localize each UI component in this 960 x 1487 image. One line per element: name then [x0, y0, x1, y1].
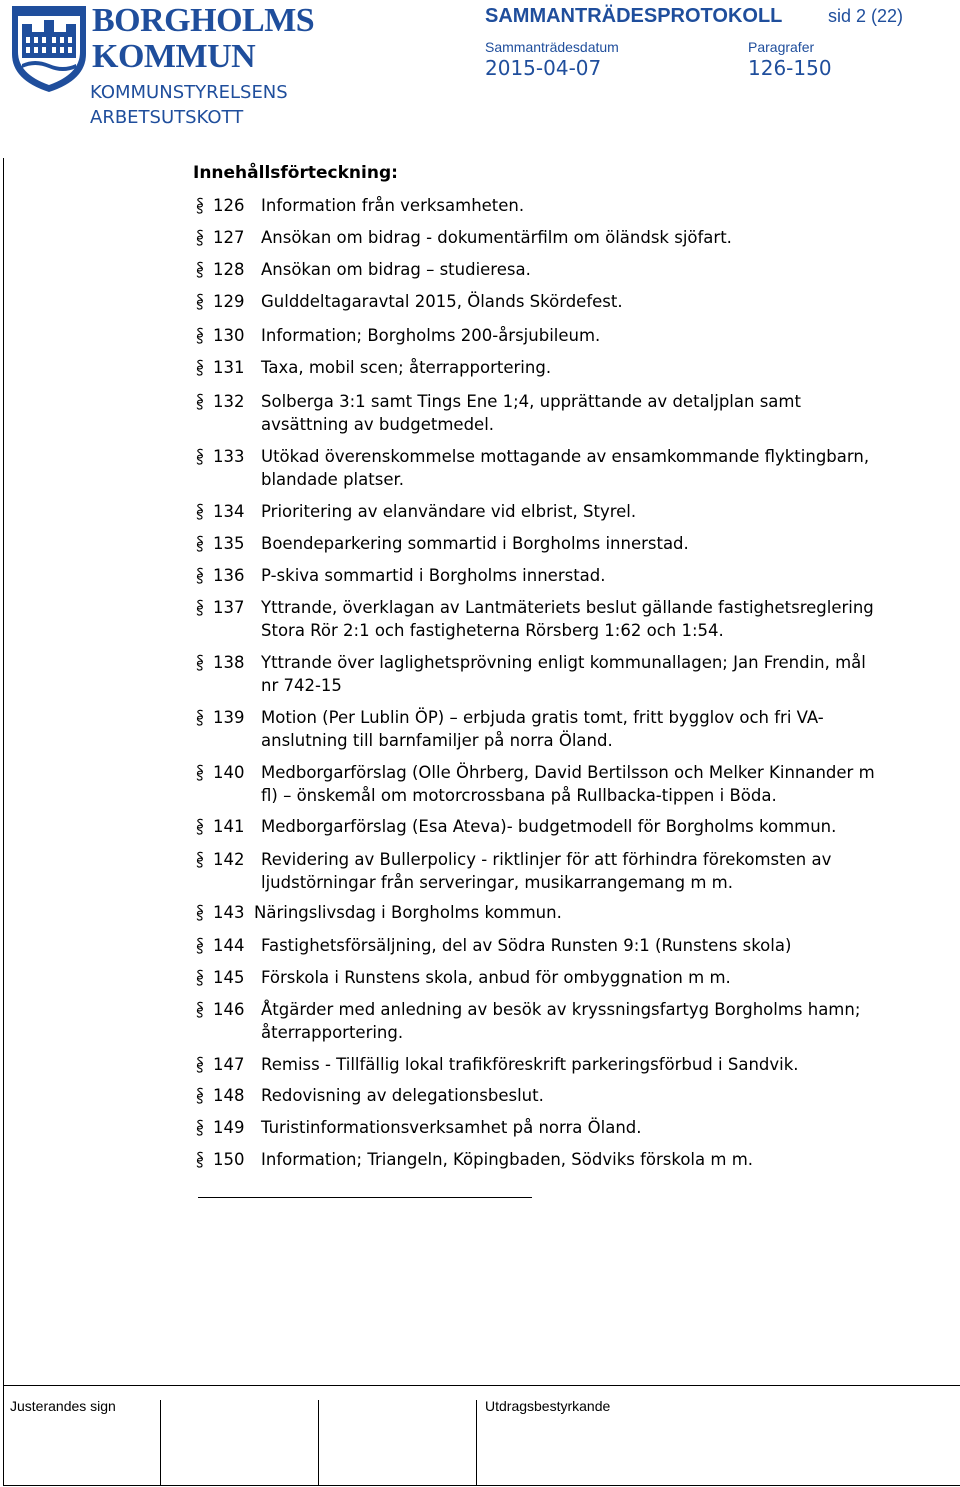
section-sign-icon — [195, 937, 205, 954]
section-sign-icon — [195, 1056, 205, 1073]
meeting-date-value: 2015-04-07 — [485, 56, 602, 80]
toc-item-number: 147 — [213, 1055, 245, 1074]
section-sign-icon — [195, 1151, 205, 1168]
toc-item-text: Gulddeltagaravtal 2015, Ölands Skördefest. — [261, 292, 623, 311]
municipality-crest-logo — [8, 2, 90, 94]
footer-frame-left — [3, 1385, 4, 1486]
toc-item-text: Motion (Per Lublin ÖP) – erbjuda gratis tomt, fritt bygglov och fri VA- anslutning till barnfamiljer på norra Öland. — [261, 708, 824, 750]
toc-item-text: Information; Borgholms 200-årsjubileum. — [261, 326, 601, 345]
section-sign-icon — [195, 261, 205, 278]
section-sign-icon — [195, 1119, 205, 1136]
toc-item-number: 142 — [213, 850, 245, 869]
meeting-date-label: Sammanträdesdatum — [485, 39, 619, 55]
section-sign-icon — [195, 709, 205, 726]
toc-item-number: 135 — [213, 534, 245, 553]
section-sign-icon — [195, 393, 205, 410]
section-sign-icon — [195, 1001, 205, 1018]
section-sign-icon — [195, 654, 205, 671]
section-sign-icon — [195, 599, 205, 616]
toc-item-number: 140 — [213, 763, 245, 782]
toc-item-text: Åtgärder med anledning av besök av kryssningsfartyg Borgholms hamn; återrapportering. — [261, 1000, 861, 1042]
toc-item-text: Information; Triangeln, Köpingbaden, Södviks förskola m m. — [261, 1150, 754, 1169]
toc-item-text: Medborgarförslag (Olle Öhrberg, David Bertilsson och Melker Kinnander m fl) – önskemål om motorcrossbana på Rullbacka-tippen i Böda. — [261, 763, 875, 805]
toc-item-text: Prioritering av elanvändare vid elbrist, Styrel. — [261, 502, 637, 521]
content-frame-left — [3, 158, 4, 1386]
toc-item-text: Medborgarförslag (Esa Ateva)- budgetmodell för Borgholms kommun. — [261, 817, 837, 836]
end-rule — [198, 1197, 532, 1198]
toc-item-text: Turistinformationsverksamhet på norra Öland. — [261, 1118, 642, 1137]
paragraphs-value: 126-150 — [748, 56, 832, 80]
toc-item-text: Utökad överenskommelse mottagande av ensamkommande flyktingbarn, blandade platser. — [261, 447, 870, 489]
section-sign-icon — [195, 567, 205, 584]
toc-item-text: P-skiva sommartid i Borgholms innerstad. — [261, 566, 606, 585]
section-sign-icon — [195, 197, 205, 214]
toc-item-text: Yttrande, överklagan av Lantmäteriets beslut gällande fastighetsreglering Stora Rör 2:1 och fastigheterna Rörsberg 1:62 och 1:54. — [261, 598, 874, 640]
page-number: sid 2 (22) — [828, 6, 904, 26]
toc-item-text: Fastighetsförsäljning, del av Södra Runsten 9:1 (Runstens skola) — [261, 936, 792, 955]
section-sign-icon — [195, 229, 205, 246]
section-sign-icon — [195, 904, 205, 921]
toc-item-text: Ansökan om bidrag - dokumentärfilm om öländsk sjöfart. — [261, 228, 732, 247]
footer-frame-bottom — [3, 1485, 960, 1486]
toc-item-number: 134 — [213, 502, 245, 521]
toc-item-number: 130 — [213, 326, 245, 345]
section-sign-icon — [195, 293, 205, 310]
toc-item-text: Information från verksamheten. — [261, 196, 525, 215]
toc-item-text: Revidering av Bullerpolicy - riktlinjer för att förhindra förekomsten av ljudstörningar från serveringar, musikarrangemang m m. — [261, 850, 832, 892]
toc-item-number: 150 — [213, 1150, 245, 1169]
document-title: SAMMANTRÄDESPROTOKOLL — [485, 5, 783, 27]
toc-item-text: Förskola i Runstens skola, anbud för ombyggnation m m. — [261, 968, 731, 987]
paragraphs-label: Paragrafer — [748, 39, 815, 55]
section-sign-icon — [195, 503, 205, 520]
toc-item-number: 126 — [213, 196, 245, 215]
toc-item-text: Remiss - Tillfällig lokal trafikföreskrift parkeringsförbud i Sandvik. — [261, 1055, 799, 1074]
toc-item-number: 146 — [213, 1000, 245, 1019]
toc-item-number: 149 — [213, 1118, 245, 1137]
toc-item-text: Ansökan om bidrag – studieresa. — [261, 260, 531, 279]
section-sign-icon — [195, 359, 205, 376]
signature-box-3 — [476, 1400, 477, 1486]
org-line-1: KOMMUNSTYRELSENS — [90, 82, 288, 103]
section-sign-icon — [195, 969, 205, 986]
toc-item-text: Taxa, mobil scen; återrapportering. — [261, 358, 552, 377]
toc-item-number: 138 — [213, 653, 245, 672]
toc-item-number: 127 — [213, 228, 245, 247]
extract-certified-label: Utdragsbestyrkande — [485, 1398, 611, 1414]
toc-item-number: 131 — [213, 358, 245, 377]
organization-name — [90, 80, 288, 130]
brand-line-1: BORGHOLMS — [92, 2, 315, 39]
toc-heading: Innehållsförteckning: — [193, 163, 398, 183]
section-sign-icon — [195, 818, 205, 835]
toc-item-number: 143 — [213, 903, 245, 922]
toc-item-number: 128 — [213, 260, 245, 279]
toc-item-text: Solberga 3:1 samt Tings Ene 1;4, upprättande av detaljplan samt avsättning av budgetmedel. — [261, 392, 801, 434]
toc-item-text: Yttrande över laglighetsprövning enligt kommunallagen; Jan Frendin, mål nr 742-15 — [261, 653, 866, 695]
toc-item-number: 137 — [213, 598, 245, 617]
section-sign-icon — [195, 535, 205, 552]
section-sign-icon — [195, 448, 205, 465]
signature-box-2 — [318, 1400, 319, 1486]
section-sign-icon — [195, 764, 205, 781]
content-frame-bottom — [3, 1385, 960, 1386]
section-sign-icon — [195, 1087, 205, 1104]
toc-item-text: Boendeparkering sommartid i Borgholms innerstad. — [261, 534, 689, 553]
toc-item-number: 132 — [213, 392, 245, 411]
section-sign-icon — [195, 327, 205, 344]
toc-item-number: 136 — [213, 566, 245, 585]
toc-item-number: 145 — [213, 968, 245, 987]
toc-item-number: 129 — [213, 292, 245, 311]
toc-item-number: 133 — [213, 447, 245, 466]
toc-item-number: 148 — [213, 1086, 245, 1105]
org-line-2: ARBETSUTSKOTT — [90, 107, 244, 128]
toc-item-number: 144 — [213, 936, 245, 955]
toc-item-text: Redovisning av delegationsbeslut. — [261, 1086, 544, 1105]
toc-item-number: 139 — [213, 708, 245, 727]
section-sign-icon — [195, 851, 205, 868]
signature-label: Justerandes sign — [10, 1398, 116, 1414]
brand-line-2: KOMMUN — [92, 38, 256, 75]
signature-box-1 — [160, 1400, 161, 1486]
toc-item-text: Näringslivsdag i Borgholms kommun. — [254, 903, 562, 922]
toc-item-number: 141 — [213, 817, 245, 836]
